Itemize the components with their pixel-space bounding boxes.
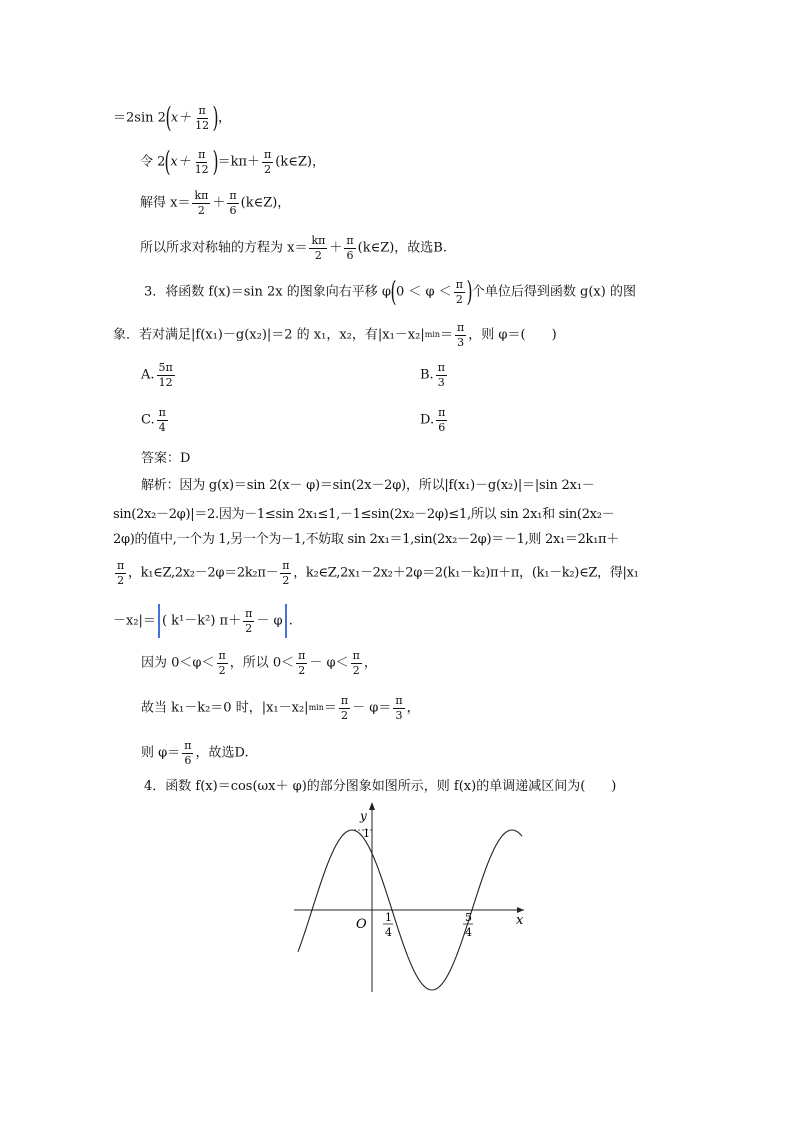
text: 3．将函数 f(x)＝sin 2x 的图象向右平移 φ — [144, 284, 391, 300]
text: ( k¹－k²) π＋ — [161, 613, 242, 629]
y-tick-label: 1 — [363, 827, 370, 840]
text: 个单位后得到函数 g(x) 的图 — [471, 284, 636, 300]
fraction: $\frac{\pi}{3}$ — [437, 361, 445, 389]
y-axis-arrow — [369, 802, 375, 810]
text: ， — [406, 700, 420, 716]
abs-bar-left — [158, 604, 160, 638]
left-paren: ( — [390, 275, 397, 308]
text: ，k₂∈Z,2x₁－2x₂＋2φ＝2(k₁－k₂)π＋π，(k₁－k₂)∈Z，得|x₁ — [293, 565, 639, 581]
text: ，则 φ＝( ) — [468, 327, 557, 343]
right-paren: ) — [212, 145, 219, 178]
solution-text-4 — [113, 560, 639, 586]
text: (k∈Z)， — [240, 195, 291, 211]
solution-text-6 — [141, 650, 377, 676]
fraction: $\frac{\pi}{12}$ — [194, 147, 209, 176]
fraction: $\frac{\pi}{2}$ — [455, 277, 463, 306]
fraction: $\frac{\pi}{2}$ — [218, 649, 226, 677]
option-label: C. — [141, 412, 155, 428]
text: 故当 k₁－k₂＝0 时，|x₁－x₂| — [141, 700, 309, 716]
x-tick-2-den: 4 — [465, 926, 472, 939]
cosine-graph — [294, 800, 530, 996]
text: －x₂|＝ — [113, 613, 156, 629]
text: 令 2 — [140, 154, 166, 170]
fraction: $\frac{\pi}{2}$ — [352, 649, 360, 677]
fraction: $\frac{\pi}{3}$ — [395, 694, 403, 722]
q3-stem-line-1 — [144, 275, 636, 308]
option-b[interactable] — [420, 362, 449, 388]
fraction: $\frac{\pi}{2}$ — [340, 694, 349, 722]
fraction: $\frac{\pi}{2}$ — [117, 559, 124, 587]
text: 象．若对满足|f(x₁)－g(x₂)|＝2 的 x₁，x₂，有|x₁－x₂| — [113, 327, 425, 343]
text: ，故选D. — [195, 745, 249, 761]
fraction: $\frac{\pi}{2}$ — [264, 147, 272, 176]
fraction: $\frac{\pi}{4}$ — [158, 406, 166, 434]
option-d[interactable] — [420, 407, 449, 433]
text: ＝ — [323, 700, 337, 716]
solution-text-8 — [141, 740, 249, 766]
text: x＋ — [170, 154, 191, 170]
fraction: $\frac{\pi}{6}$ — [229, 189, 237, 217]
text: x＋ — [170, 110, 192, 126]
fraction: $\frac{5\pi}{12}$ — [158, 361, 173, 389]
text: ＝2sin 2 — [113, 110, 166, 126]
option-label: A. — [141, 367, 155, 383]
text: ＋ — [329, 240, 343, 256]
solution-line-4 — [140, 235, 447, 261]
fraction: $\frac{\pi}{6}$ — [346, 234, 354, 262]
fraction: $\frac{\pi}{12}$ — [195, 103, 210, 132]
right-paren: ) — [466, 275, 473, 308]
text: 则 φ＝ — [141, 745, 181, 761]
option-label: B. — [420, 367, 434, 383]
y-axis-label: y — [360, 809, 367, 823]
subscript: min — [308, 703, 324, 713]
text: ，所以 0＜ — [229, 655, 295, 671]
subscript: min — [424, 330, 441, 340]
fraction: $\frac{\pi}{6}$ — [184, 739, 192, 767]
solution-line-3 — [140, 190, 290, 216]
solution-text-2: sin(2x₂－2φ)|＝2.因为－1≤sin 2x₁≤1,－1≤sin(2x₂－2φ)≤1,所以 sin 2x₁和 sin(2x₂－ — [113, 507, 615, 522]
fraction: $\frac{\pi}{2}$ — [298, 649, 306, 677]
solution-text-5 — [113, 604, 293, 638]
x-tick-1-den: 4 — [385, 926, 392, 939]
left-paren: ( — [165, 101, 172, 134]
option-label: D. — [420, 412, 435, 428]
text: － φ＜ — [309, 655, 349, 671]
text: 所以所求对称轴的方程为 x＝ — [140, 240, 308, 256]
fraction: $\frac{k\pi}{2}$ — [311, 234, 326, 262]
text: (k∈Z)， — [275, 154, 325, 170]
option-a[interactable] — [141, 362, 177, 388]
right-paren: ) — [212, 101, 219, 134]
answer: 答案：D — [141, 451, 191, 466]
option-c[interactable] — [141, 407, 170, 433]
solution-text-3: 2φ)的值中,一个为 1,另一个为－1,不妨取 sin 2x₁＝1,sin(2x₂－2φ)＝－1,则 2x₁＝2k₁π＋ — [113, 532, 619, 547]
fraction: $\frac{k\pi}{2}$ — [194, 189, 209, 217]
fraction: $\frac{\pi}{6}$ — [438, 406, 446, 434]
text: (k∈Z)，故选B. — [357, 240, 447, 256]
text: ， — [218, 110, 232, 126]
text: 0 ＜ φ ＜ — [395, 284, 452, 300]
text: ＝ — [440, 327, 454, 343]
solution-text-7 — [141, 695, 420, 721]
fraction: $\frac{\pi}{3}$ — [457, 321, 465, 349]
solution-text-1: 解析：因为 g(x)＝sin 2(x－ φ)＝sin(2x－2φ)，所以|f(x₁)－g(x₂)|＝|sin 2x₁－ — [141, 478, 595, 493]
text: ， — [363, 655, 377, 671]
solution-line-1 — [113, 101, 232, 134]
text: － φ — [256, 613, 283, 629]
origin-label: O — [356, 917, 367, 932]
text: ＝kπ＋ — [217, 154, 261, 170]
text: ＋ — [212, 195, 226, 211]
text: ，k₁∈Z,2x₂－2φ＝2k₂π－ — [127, 565, 279, 581]
abs-bar-right — [285, 604, 287, 638]
text: － φ＝ — [352, 700, 392, 716]
fraction: $\frac{\pi}{2}$ — [282, 559, 290, 587]
fraction: $\frac{\pi}{2}$ — [245, 606, 253, 635]
text: 解得 x＝ — [140, 195, 191, 211]
q4-stem: 4．函数 f(x)＝cos(ωx＋ φ)的部分图象如图所示，则 f(x)的单调递减区间为( ) — [144, 779, 617, 794]
x-tick-1-num: 1 — [385, 911, 392, 924]
x-axis-label: x — [516, 913, 524, 928]
solution-line-2 — [140, 145, 325, 178]
text: 因为 0＜φ＜ — [141, 655, 215, 671]
text: . — [288, 613, 293, 629]
x-tick-2-num: 5 — [465, 911, 472, 924]
q3-stem-line-2 — [113, 322, 557, 348]
left-paren: ( — [164, 145, 171, 178]
